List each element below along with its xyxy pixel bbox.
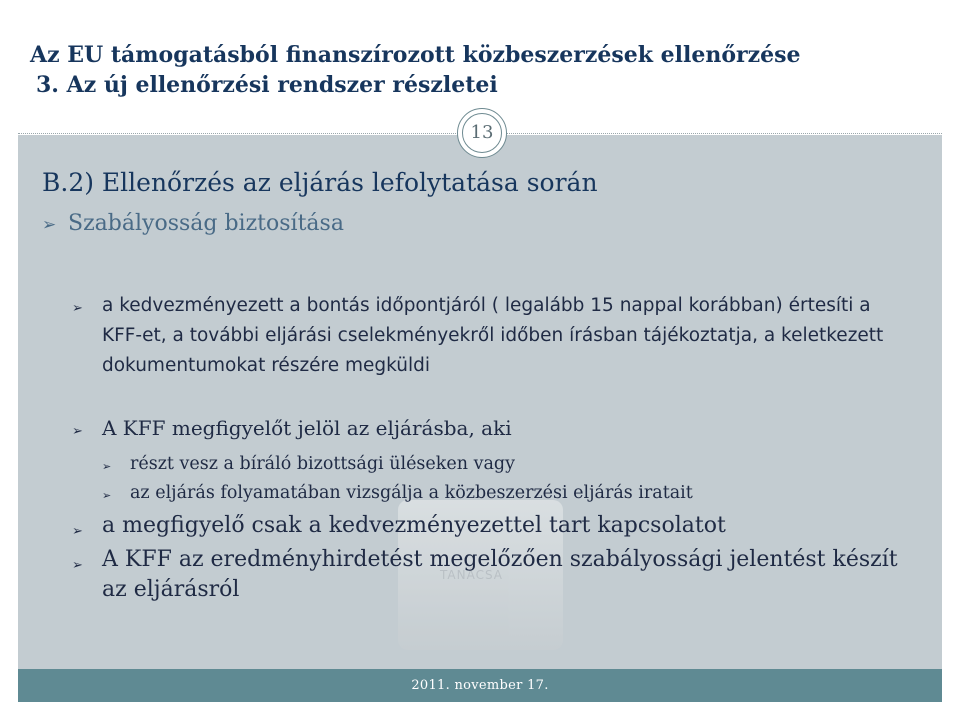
section-heading: B.2) Ellenőrzés az eljárás lefolytatása során <box>42 168 598 197</box>
watermark-text: TANÁCSA <box>440 568 504 582</box>
slide-title <box>30 40 800 100</box>
sub-list-item-text: az eljárás folyamatában vizsgálja a közbeszerzési eljárás iratait <box>130 483 693 503</box>
footer-date: 2011. november 17. <box>411 678 549 693</box>
sub-list-item <box>102 480 693 506</box>
slide-footer <box>18 669 942 702</box>
page-number: 13 <box>462 113 502 153</box>
list-item-text: A KFF az eredményhirdetést megelőzően szabályossági jelentést készít az eljárásról <box>102 547 898 602</box>
subheading <box>42 211 344 236</box>
list-item <box>72 291 902 381</box>
arrow-bullet-icon: ➢ <box>72 424 83 439</box>
page-number-badge <box>457 108 507 158</box>
arrow-bullet-icon: ➢ <box>102 489 112 502</box>
list-item-text: a kedvezményezett a bontás időpontjáról ( legalább 15 nappal korábban) értesíti a KFF-et, a további eljárási cselekményekről időben írásban tájékoztatja, a keletkezett dokumentumokat részére megküldi <box>102 295 884 376</box>
subheading-text: Szabályosság biztosítása <box>68 211 344 236</box>
list-item-text: A KFF megfigyelőt jelöl az eljárásba, aki <box>102 416 512 440</box>
arrow-bullet-icon: ➢ <box>72 301 83 316</box>
sub-list-item-text: részt vesz a bíráló bizottsági üléseken vagy <box>130 454 515 474</box>
arrow-bullet-icon: ➢ <box>72 558 83 573</box>
arrow-bullet-icon: ➢ <box>42 215 57 235</box>
list-item-text: a megfigyelő csak a kedvezményezettel tart kapcsolatot <box>102 513 726 538</box>
sub-list-item <box>102 451 515 477</box>
title-line-1: Az EU támogatásból finanszírozott közbeszerzések ellenőrzése <box>30 42 801 68</box>
list-item <box>72 545 902 605</box>
list-item <box>72 413 512 443</box>
arrow-bullet-icon: ➢ <box>102 460 112 473</box>
arrow-bullet-icon: ➢ <box>72 524 83 539</box>
title-line-2: 3. Az új ellenőrzési rendszer részletei <box>36 72 498 98</box>
list-item <box>72 511 726 541</box>
